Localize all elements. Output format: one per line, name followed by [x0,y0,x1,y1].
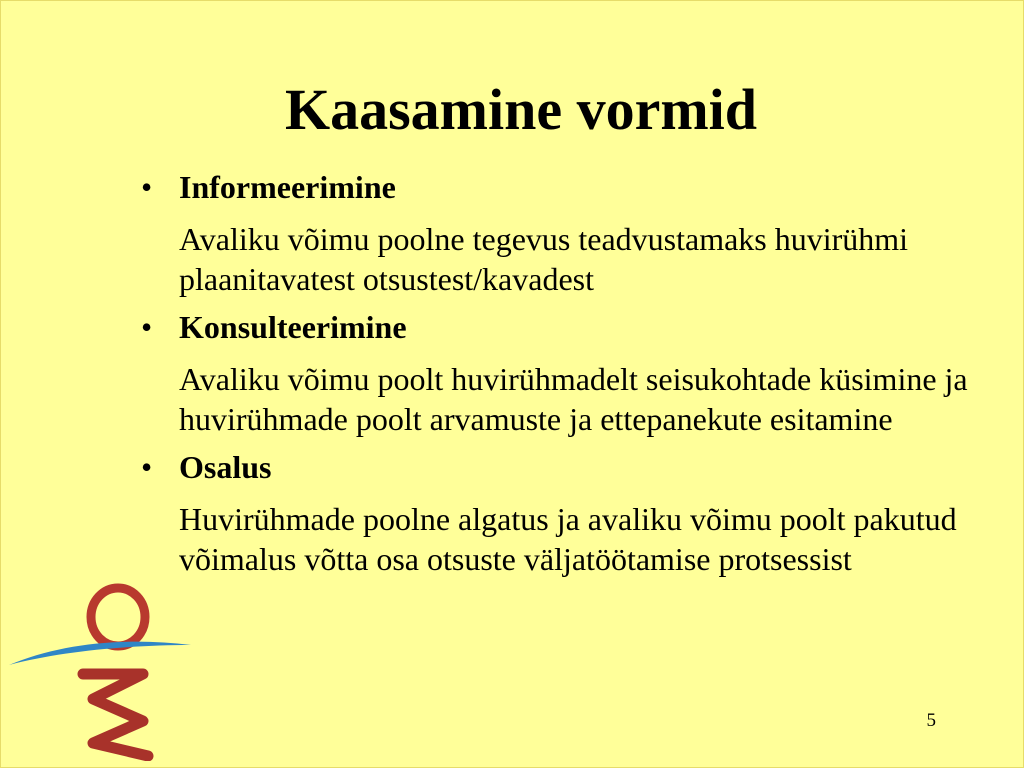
logo-icon [1,571,191,761]
bullet-icon: • [141,449,153,485]
slide-title: Kaasamine vormid [284,77,758,142]
bullet-heading: Konsulteerimine [179,309,407,345]
bullet-icon: • [141,169,153,205]
bullet-text: Huvirühmade poolne algatus ja avaliku võimu poolt pakutud võimalus võtta osa otsuste väljatöötamise protsessist [179,501,957,577]
bullet-text: Avaliku võimu poolne tegevus teadvustamaks huvirühmi plaanitavatest otsustest/kavadest [179,221,909,297]
bullet-item-konsulteerimine [141,307,991,439]
bullet-item-osalus [141,447,991,579]
bullet-heading: Informeerimine [179,169,396,205]
bullet-text: Avaliku võimu poolt huvirühmadelt seisukohtade küsimine ja huvirühmade poolt arvamuste ja ettepanekute esitamine [179,361,968,437]
bullet-item-informeerimine [141,167,991,299]
page-number: 5 [926,710,936,731]
bullet-heading: Osalus [179,449,272,485]
bullet-list [141,167,991,587]
bullet-icon: • [141,309,153,345]
